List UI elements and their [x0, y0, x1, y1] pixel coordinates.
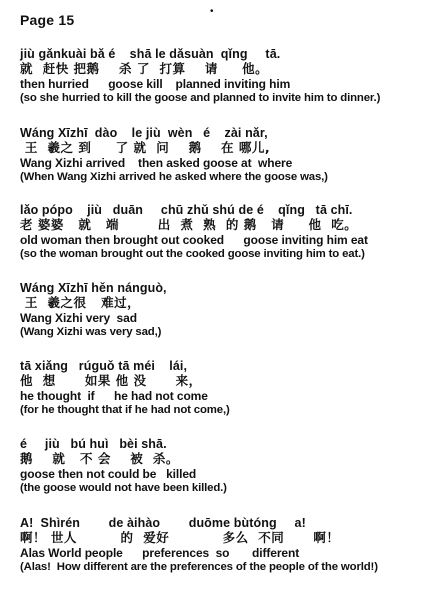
pinyin-line: é jiù bú huì bèi shā. — [20, 437, 167, 451]
stanza-7 — [20, 516, 422, 574]
stanza-4 — [20, 281, 422, 339]
page-number: Page 15 — [20, 12, 75, 28]
gloss-line: he thought if he had not come — [20, 389, 208, 403]
pinyin-line: lǎo pópo jiù duān chū zhǔ shú de é qǐng tā chī. — [20, 203, 353, 217]
translation-line: (so she hurried to kill the goose and planned to invite him to dinner.) — [20, 92, 381, 104]
stanza-1 — [20, 47, 422, 105]
chinese-line: 老 婆婆 就 端 出 煮 熟 的 鹅 请 他 吃。 — [20, 217, 358, 232]
pinyin-line: Wáng Xīzhī dào le jiù wèn é zài nǎr, — [20, 126, 268, 140]
chinese-line: 他 想 如果 他 没 来， — [20, 373, 202, 388]
pinyin-line: A! Shìrén de àihào duōme bùtóng a! — [20, 516, 306, 530]
translation-line: (When Wang Xizhi arrived he asked where the goose was,) — [20, 171, 328, 183]
stanza-6 — [20, 437, 422, 495]
pinyin-line: jiù gǎnkuài bǎ é shā le dǎsuàn qǐng tā. — [20, 47, 281, 61]
stanza-3 — [20, 203, 422, 261]
stray-mark: • — [210, 6, 214, 17]
gloss-line: then hurried goose kill planned inviting him — [20, 77, 291, 91]
gloss-line: Wang Xizhi arrived then asked goose at where — [20, 156, 293, 170]
stanza-2 — [20, 126, 422, 184]
translation-line: (Alas! How different are the preferences of the people of the world!) — [20, 561, 378, 573]
gloss-line: goose then not could be killed — [20, 467, 197, 481]
gloss-line: Alas World people preferences so different — [20, 546, 300, 560]
translation-line: (the goose would not have been killed.) — [20, 482, 227, 494]
chinese-line: 王 羲之 到 了 就 问 鹅 在 哪儿, — [20, 140, 271, 155]
chinese-line: 就 赶快 把鹅 杀 了 打算 请 他。 — [20, 61, 269, 76]
pinyin-line: tā xiǎng rúguǒ tā méi lái, — [20, 359, 188, 373]
translation-line: (for he thought that if he had not come,) — [20, 404, 230, 416]
chinese-line: 鹅 就 不 会 被 杀。 — [20, 451, 179, 466]
stanza-5 — [20, 359, 422, 417]
translation-line: (so the woman brought out the cooked goose inviting him to eat.) — [20, 248, 365, 260]
chinese-line: 王 羲之很 难过， — [20, 295, 141, 310]
pinyin-line: Wáng Xīzhī hěn nánguò, — [20, 281, 167, 295]
translation-line: (Wang Xizhi was very sad,) — [20, 326, 162, 338]
chinese-line: 啊！ 世人 的 爱好 多么 不同 啊！ — [20, 530, 340, 545]
gloss-line: old woman then brought out cooked goose inviting him eat — [20, 233, 368, 247]
gloss-line: Wang Xizhi very sad — [20, 311, 137, 325]
